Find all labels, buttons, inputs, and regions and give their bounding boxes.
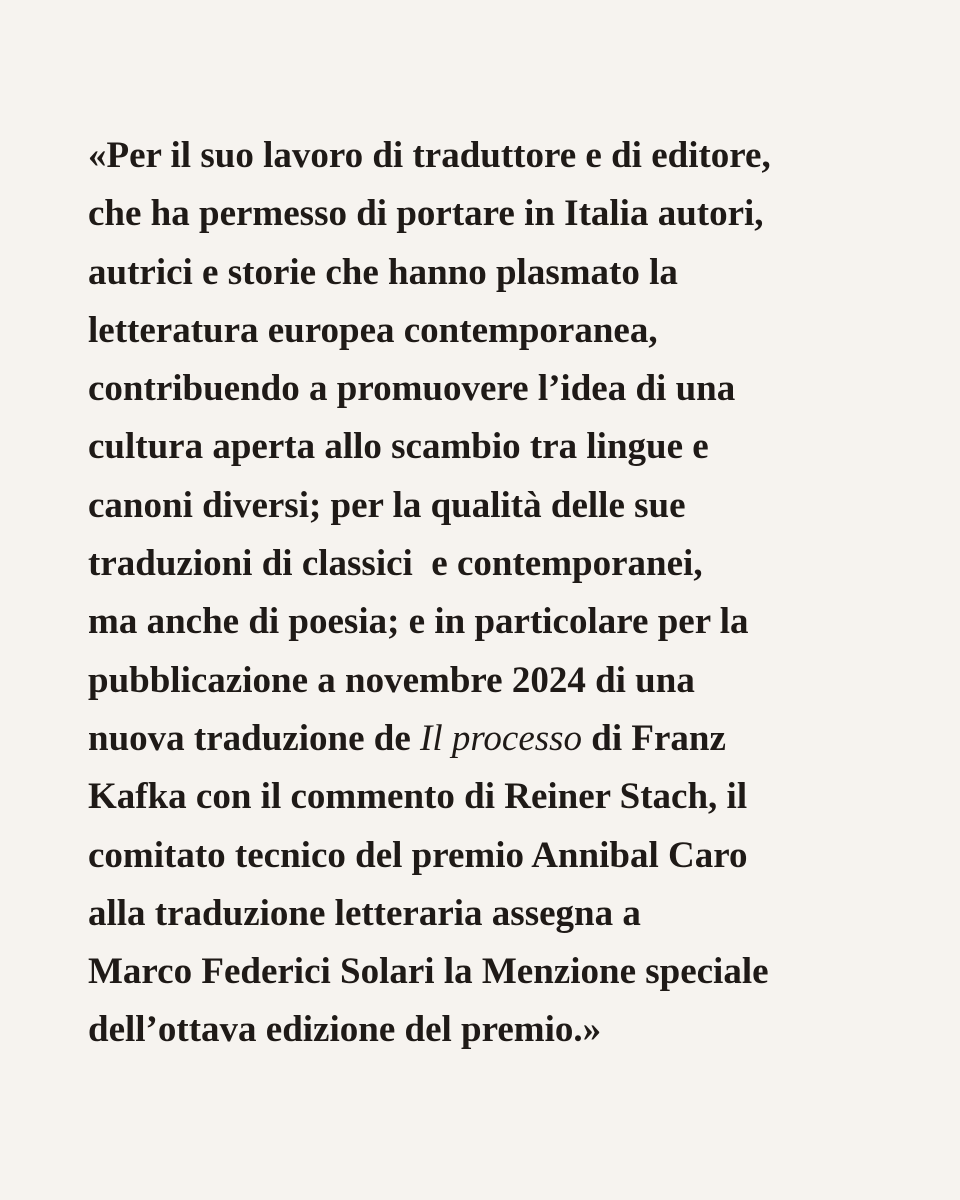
quote-line: contribuendo a promuovere l’idea di una (88, 368, 736, 410)
quote-line: Marco Federici Solari la Menzione speciale (88, 951, 769, 993)
quote-line: traduzioni di classici e contemporanei, (88, 543, 703, 585)
quote-line-after-title: di Franz (582, 717, 726, 759)
quote-line: Kafka con il commento di Reiner Stach, il (88, 776, 748, 818)
quote-line: canoni diversi; per la qualità delle sue (88, 484, 686, 526)
quote-line-before-title: nuova traduzione de (88, 717, 421, 759)
quote-line: autrici e storie che hanno plasmato la (88, 251, 678, 293)
quote-text (88, 127, 918, 1060)
quote-line: che ha permesso di portare in Italia autori, (88, 193, 764, 235)
quote-line: cultura aperta allo scambio tra lingue e (88, 426, 709, 468)
quote-line: pubblicazione a novembre 2024 di una (88, 659, 695, 701)
quote-line: dell’ottava edizione del premio.» (88, 1009, 602, 1051)
quote-line-with-title (88, 710, 918, 768)
quote-line: ma anche di poesia; e in particolare per la (88, 601, 749, 643)
quote-line: comitato tecnico del premio Annibal Caro (88, 834, 748, 876)
book-title: Il processo (420, 717, 583, 759)
quote-line: «Per il suo lavoro di traduttore e di editore, (88, 135, 771, 176)
quote-line: alla traduzione letteraria assegna a (88, 892, 641, 934)
quote-line: letteratura europea contemporanea, (88, 309, 658, 351)
